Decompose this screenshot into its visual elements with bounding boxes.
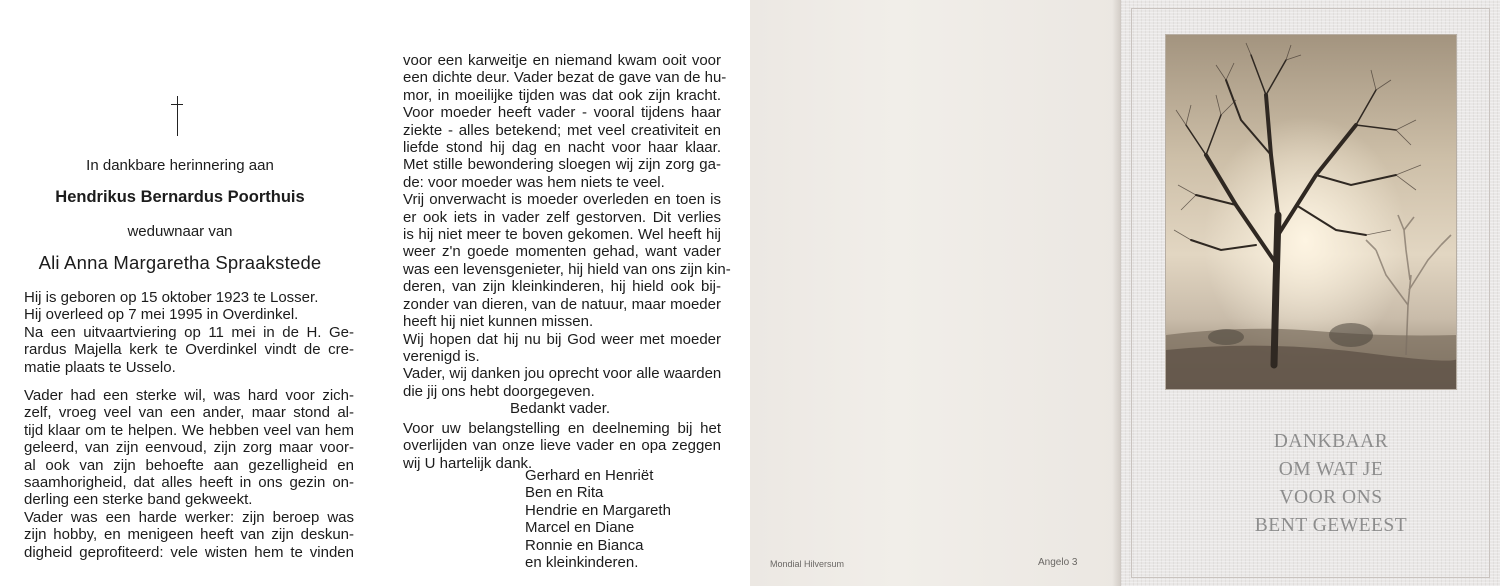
deceased-name: Hendrikus Bernardus Poorthuis: [55, 188, 305, 206]
text-line: heeft hij niet kunnen missen.: [403, 313, 594, 331]
text-line: die jij ons hebt doorgegeven.: [403, 382, 595, 400]
text-line: Bedankt vader.: [510, 400, 611, 418]
text-line: Voor uw belangstelling en deelneming bij het: [403, 420, 721, 437]
text-line: er ook iets in vader zelf gestorven. Dit verlies: [403, 208, 721, 226]
headline-line: BENT GEWEEST: [1254, 515, 1408, 536]
text-line: matie plaats te Usselo.: [24, 358, 176, 376]
left-inner-panel: [0, 0, 375, 586]
text-line: verenigd is.: [403, 347, 480, 365]
text-line: Vrij onverwacht is moeder overleden en toen is: [403, 191, 721, 209]
birth-death-paragraph: [24, 289, 354, 376]
cover-panel: [1120, 0, 1500, 586]
model-label: Angelo 3: [1038, 557, 1078, 568]
tribute-paragraph: [24, 387, 354, 561]
tribute-continued-paragraph: [403, 52, 731, 418]
text-line: al ook van zijn behoefte aan gezelligheid en: [24, 456, 354, 474]
headline-line: DANKBAAR: [1273, 431, 1389, 452]
signer: Gerhard en Henriët: [525, 467, 654, 484]
middle-inner-panel: [375, 0, 750, 586]
text-line: Hij overleed op 7 mei 1995 in Overdinkel.: [24, 306, 299, 324]
signer: Ronnie en Bianca: [525, 536, 644, 554]
back-panel: [750, 0, 1120, 586]
headline-line: VOOR ONS: [1279, 487, 1383, 508]
text-line: derling een sterke band gekweekt.: [24, 491, 253, 509]
text-line: rardus Majella kerk te Overdinkel vindt de cre-: [24, 341, 354, 359]
intro-line: In dankbare herinnering aan: [86, 157, 274, 174]
text-line: wij U hartelijk dank.: [403, 454, 533, 472]
text-line: is hij niet meer te boven gekomen. Wel heeft hij: [403, 226, 721, 244]
text-line: zelf, vroeg veel van een ander, maar stond al-: [24, 404, 354, 422]
text-line: ziekte - alles betekend; met veel creativiteit en: [403, 121, 721, 139]
text-line: zijn hobby, en menigeen heeft van zijn deskun-: [24, 526, 354, 544]
text-line: mor, in moeilijke tijden was dat ook zijn kracht.: [403, 86, 721, 104]
text-line: tijd klaar om te helpen. We hebben veel van hem: [24, 421, 354, 439]
headline-line: OM WAT JE: [1278, 459, 1384, 480]
text-line: Hij is geboren op 15 oktober 1923 te Losser.: [24, 289, 319, 306]
text-line: zonder van dieren, van de natuur, maar moeder: [403, 295, 721, 313]
text-line: geleerd, van zijn eenvoud, zijn zorg maar voor-: [24, 439, 354, 457]
text-line: de: voor moeder was hem niets te veel.: [403, 173, 665, 191]
text-line: Voor moeder heeft vader - vooral tijdens haar: [403, 104, 721, 122]
relation-line: weduwnaar van: [127, 223, 233, 240]
spouse-name: Ali Anna Margaretha Spraakstede: [38, 252, 322, 273]
text-line: liefde stond hij dag en nacht voor haar klaar.: [403, 139, 721, 157]
signer: en kleinkinderen.: [525, 554, 639, 572]
text-line: een dichte deur. Vader bezat de gave van de hu-: [403, 69, 727, 87]
text-line: weer z'n goede momenten gehad, want vader: [403, 243, 721, 261]
text-line: saamhorigheid, dat alles heeft in ons gezin on-: [24, 474, 354, 492]
signer: Hendrie en Margareth: [525, 501, 671, 519]
misty-tree-photo-icon: [1165, 34, 1457, 390]
text-line: Vader was een harde werker: zijn beroep was: [24, 508, 354, 526]
signer: Ben en Rita: [525, 484, 604, 502]
text-line: was een levensgenieter, hij hield van ons zijn kin-: [403, 260, 731, 278]
text-line: Vader had een sterke wil, was hard voor zich-: [24, 387, 354, 404]
cross-icon: [176, 96, 179, 136]
cover-headline: [1181, 428, 1481, 540]
text-line: deren, van zijn kleinkinderen, hij hield ook bij-: [403, 278, 721, 296]
thanks-paragraph: [403, 420, 721, 472]
text-line: Na een uitvaartviering op 11 mei in de H. Ge-: [24, 323, 354, 341]
text-line: overlijden van onze lieve vader en opa zeggen: [403, 437, 721, 455]
signer: Marcel en Diane: [525, 519, 635, 537]
text-line: digheid geprofiteerd: vele wisten hem te vinden: [24, 543, 354, 561]
signers-list: [525, 467, 671, 571]
text-line: voor een karweitje en niemand kwam ooit voor: [403, 52, 721, 69]
text-line: Met stille bewondering sloegen wij zijn zorg ga-: [403, 156, 721, 174]
text-line: Vader, wij danken jou oprecht voor alle waarden: [403, 365, 722, 383]
publisher-label: Mondial Hilversum: [770, 559, 845, 569]
text-line: Wij hopen dat hij nu bij God weer met moeder: [403, 330, 721, 348]
